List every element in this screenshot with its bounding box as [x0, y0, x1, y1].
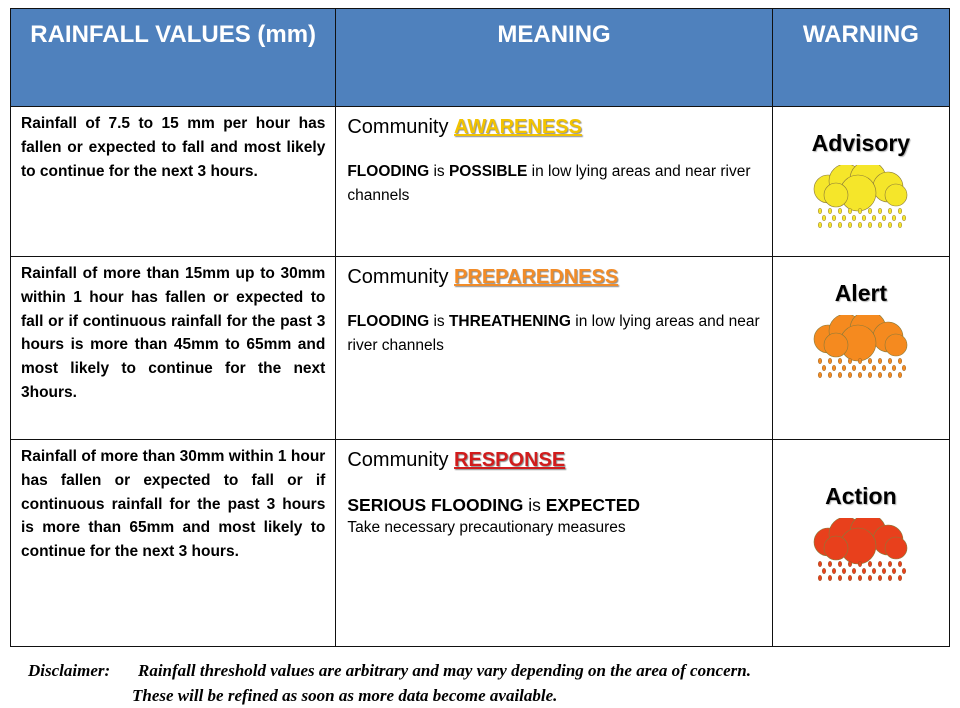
- orange-rain-cloud-icon: [806, 315, 916, 381]
- warning-cell: [772, 107, 949, 257]
- meaning-description: [347, 310, 760, 358]
- desc-connector: is: [429, 163, 449, 180]
- header-rainfall-values: RAINFALL VALUES (mm): [11, 9, 336, 107]
- desc-status: EXPECTED: [545, 495, 641, 515]
- warning-label-action: Action: [825, 483, 897, 509]
- desc-term: FLOODING: [347, 163, 430, 180]
- rainfall-cell: [11, 257, 336, 440]
- keyword-response: RESPONSE: [454, 449, 566, 471]
- community-line: [347, 447, 760, 473]
- disclaimer-label: Disclaimer:: [28, 661, 111, 680]
- desc-connector: is: [523, 495, 546, 515]
- rainfall-warning-table: [10, 8, 950, 647]
- desc-status: POSSIBLE: [448, 163, 528, 180]
- desc-term: SERIOUS FLOODING: [347, 495, 524, 515]
- header-warning: WARNING: [772, 9, 949, 107]
- warning-cell: [772, 440, 949, 647]
- red-rain-cloud-icon: [806, 518, 916, 584]
- warning-label-advisory: Advisory: [811, 130, 911, 156]
- rainfall-text: Rainfall of 7.5 to 15 mm per hour has fallen or expected to fall and most likely to continue for the next 3 hours.: [21, 115, 326, 180]
- yellow-rain-cloud-icon: [806, 165, 916, 231]
- rainfall-cell: [11, 107, 336, 257]
- desc-term: FLOODING: [347, 313, 430, 330]
- community-line: [347, 114, 760, 140]
- meaning-cell: [336, 257, 772, 440]
- desc-status: THREATHENING: [448, 313, 571, 330]
- keyword-preparedness: PREPAREDNESS: [454, 266, 619, 288]
- header-meaning: MEANING: [336, 9, 772, 107]
- disclaimer-line-1: Rainfall threshold values are arbitrary and may vary depending on the area of concern.: [138, 661, 751, 680]
- warning-label-alert: Alert: [834, 280, 888, 306]
- precaution-note: Take necessary precautionary measures: [347, 519, 626, 536]
- rainfall-text: Rainfall of more than 15mm up to 30mm within 1 hour has fallen or expected to fall or if continuous rainfall for the past 3 hours is more than 45mm to 65mm and most likely to continue for the next 3hours.: [21, 265, 326, 401]
- warning-cell: [772, 257, 949, 440]
- disclaimer: [28, 658, 948, 708]
- table-row: [11, 257, 950, 440]
- table-row: [11, 440, 950, 647]
- rainfall-text: Rainfall of more than 30mm within 1 hour has fallen or expected to fall or if continuous rainfall for the past 3 hours is more than 65mm and most likely to continue for the next 3 hours.: [21, 448, 326, 561]
- community-prefix: Community: [347, 449, 449, 471]
- community-prefix: Community: [347, 266, 449, 288]
- community-line: [347, 264, 760, 290]
- desc-connector: is: [429, 313, 449, 330]
- meaning-description: [347, 493, 760, 517]
- meaning-cell: [336, 440, 772, 647]
- meaning-description: [347, 160, 760, 208]
- desc-location: in low lying areas and near river channels: [347, 313, 760, 354]
- disclaimer-line-2: These will be refined as soon as more data become available.: [132, 686, 558, 705]
- desc-location: in low lying areas and near river channels: [347, 163, 751, 204]
- table-header-row: [11, 9, 950, 107]
- community-prefix: Community: [347, 116, 449, 138]
- table-row: [11, 107, 950, 257]
- meaning-cell: [336, 107, 772, 257]
- keyword-awareness: AWARENESS: [454, 116, 582, 138]
- rainfall-cell: [11, 440, 336, 647]
